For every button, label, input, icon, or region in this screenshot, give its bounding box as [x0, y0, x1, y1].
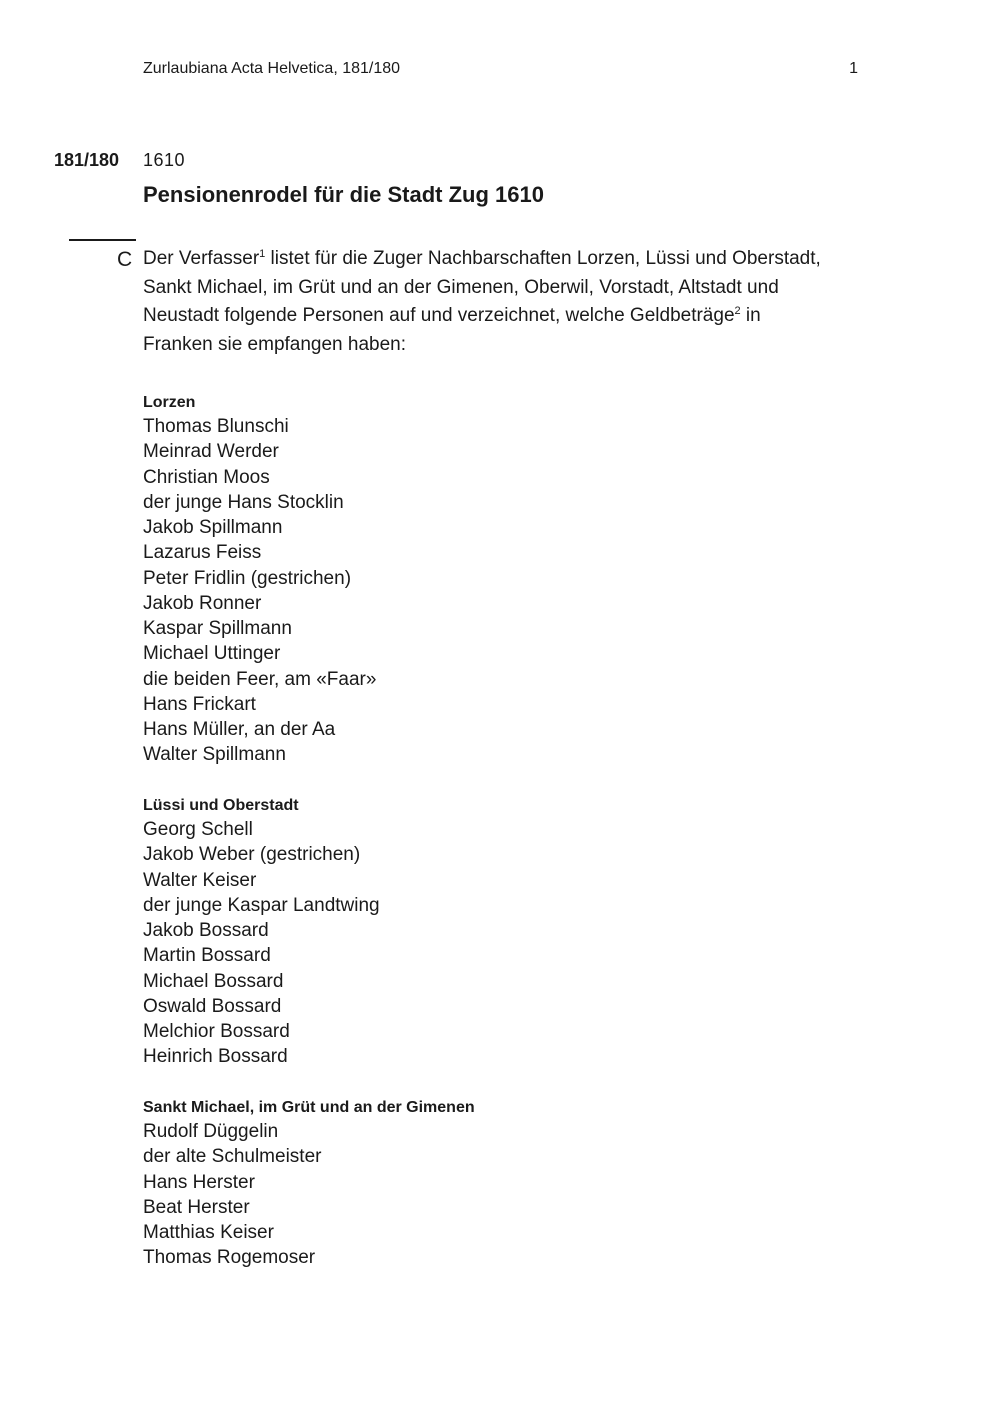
- list-item: Heinrich Bossard: [143, 1046, 288, 1068]
- section-heading: Lüssi und Oberstadt: [143, 797, 299, 814]
- list-item: Michael Bossard: [143, 970, 284, 992]
- section-heading: Lorzen: [143, 394, 196, 411]
- running-header: [143, 58, 858, 80]
- name-list: [143, 1119, 833, 1271]
- list-item: Rudolf Düggelin: [143, 1121, 279, 1142]
- footnote-ref-2[interactable]: 2: [734, 305, 741, 317]
- running-header-title: Zurlaubiana Acta Helvetica, 181/180: [143, 60, 401, 77]
- section-heading: Sankt Michael, im Grüt und an der Gimenen: [143, 1099, 475, 1116]
- section-sankt-michael: [143, 1097, 833, 1271]
- document-title: Pensionenrodel für die Stadt Zug 1610: [143, 182, 544, 207]
- list-item: Georg Schell: [143, 819, 253, 840]
- list-item: Christian Moos: [143, 466, 270, 488]
- intro-paragraph: [143, 245, 833, 359]
- list-item: Walter Keiser: [143, 869, 257, 891]
- list-item: Meinrad Werder: [143, 441, 279, 463]
- list-item: Hans Müller, an der Aa: [143, 719, 336, 740]
- list-item: Walter Spillmann: [143, 744, 286, 766]
- margin-rule: [69, 239, 136, 241]
- name-list: [143, 414, 833, 768]
- list-item: Kaspar Spillmann: [143, 618, 292, 639]
- intro-text-3: in Franken sie empfangen haben:: [143, 305, 761, 355]
- document-year: 1610: [143, 150, 186, 170]
- list-item: der alte Schulmeister: [143, 1146, 322, 1168]
- list-item: Hans Herster: [143, 1171, 255, 1193]
- section-luessi-und-oberstadt: [143, 795, 833, 1070]
- list-item: Thomas Rogemoser: [143, 1247, 316, 1269]
- list-item: Matthias Keiser: [143, 1222, 274, 1243]
- list-item: Jakob Ronner: [143, 592, 262, 614]
- list-item: Oswald Bossard: [143, 995, 282, 1017]
- section-lorzen: [143, 392, 833, 768]
- document-number: 181/180: [54, 150, 120, 170]
- list-item: Hans Frickart: [143, 693, 256, 715]
- page-number: 1: [849, 60, 858, 77]
- list-item: Michael Uttinger: [143, 643, 281, 665]
- list-item: die beiden Feer, am «Faar»: [143, 668, 377, 690]
- list-item: Thomas Blunschi: [143, 416, 289, 437]
- list-item: Peter Fridlin (gestrichen): [143, 567, 352, 589]
- list-item: Beat Herster: [143, 1196, 250, 1218]
- list-item: Jakob Spillmann: [143, 517, 283, 538]
- list-item: Jakob Bossard: [143, 920, 269, 941]
- list-item: Lazarus Feiss: [143, 542, 262, 564]
- list-item: der junge Hans Stocklin: [143, 491, 344, 513]
- intro-text-1: Der Verfasser: [143, 248, 260, 269]
- list-item: Melchior Bossard: [143, 1021, 290, 1042]
- name-list: [143, 817, 833, 1070]
- list-item: der junge Kaspar Landtwing: [143, 894, 380, 916]
- margin-letter: C: [117, 248, 133, 271]
- footnote-ref-1[interactable]: 1: [259, 248, 266, 260]
- intro-text-2: listet für die Zuger Nachbarschaften Lorzen, Lüssi und Oberstadt, Sankt Michael, im Grüt und an der Gimenen, Oberwil, Vorstadt, Altstadt und Neustadt folgende Personen auf und verzeichnet, welche Geldbeträge: [143, 248, 821, 326]
- list-item: Martin Bossard: [143, 945, 271, 967]
- list-item: Jakob Weber (gestrichen): [143, 844, 361, 866]
